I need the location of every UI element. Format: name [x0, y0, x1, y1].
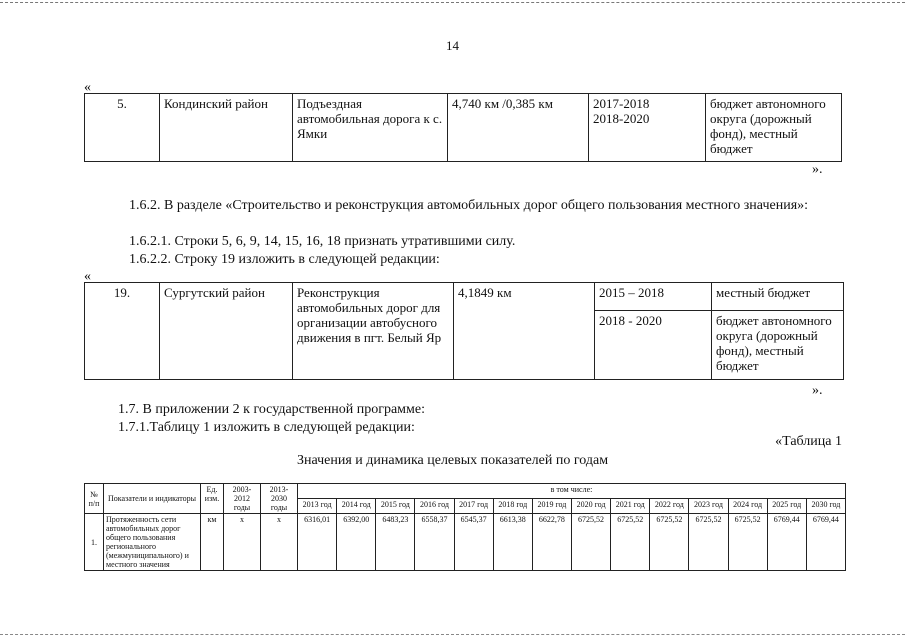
years-cell	[589, 94, 706, 162]
years-cell: 2015 – 2018	[595, 283, 712, 311]
open-quote-b: «	[84, 269, 91, 284]
year-header: 2023 год	[689, 499, 728, 514]
district-cell: Сургутский район	[160, 283, 293, 380]
value-cell: 6769,44	[806, 514, 845, 571]
row-number: 19.	[85, 283, 160, 380]
period-1-cell: х	[224, 514, 261, 571]
header-period-2: 2013-2030 годы	[261, 484, 298, 514]
close-quote-a: ».	[812, 162, 823, 177]
scan-bottom-edge	[0, 634, 905, 635]
value-cell: 6316,01	[298, 514, 337, 571]
scan-top-edge	[0, 2, 905, 3]
value-cell: 6725,52	[571, 514, 610, 571]
length-cell: 4,740 км /0,385 км	[448, 94, 589, 162]
years-line: 2017-2018	[593, 96, 650, 111]
table-row	[85, 94, 842, 162]
value-cell: 6558,37	[415, 514, 454, 571]
header-unit: Ед. изм.	[201, 484, 224, 514]
paragraph-1-6-2-1: 1.6.2.1. Строки 5, 6, 9, 14, 15, 16, 18 признать утратившими силу.	[129, 234, 516, 249]
year-header: 2017 год	[454, 499, 493, 514]
value-cell: 6725,52	[611, 514, 650, 571]
years-line: 2018-2020	[593, 111, 650, 126]
year-header: 2022 год	[650, 499, 689, 514]
value-cell: 6725,52	[650, 514, 689, 571]
road-table-b	[84, 282, 844, 380]
open-quote-a: «	[84, 80, 91, 95]
paragraph-1-6-2: 1.6.2. В разделе «Строительство и реконструкция автомобильных дорог общего пользования местного значения»:	[129, 198, 809, 213]
row-number: 1.	[85, 514, 104, 571]
value-cell: 6545,37	[454, 514, 493, 571]
paragraph-1-6-2-2: 1.6.2.2. Строку 19 изложить в следующей редакции:	[129, 252, 440, 267]
district-cell: Кондинский район	[160, 94, 293, 162]
year-header: 2014 год	[337, 499, 376, 514]
indicator-name: Протяженность сети автомобильных дорог общего пользования регионального (межмуниципального) и местного значения	[104, 514, 201, 571]
table-row	[85, 283, 844, 311]
value-cell: 6622,78	[532, 514, 571, 571]
year-header: 2019 год	[532, 499, 571, 514]
year-header: 2013 год	[298, 499, 337, 514]
source-cell: бюджет автономного округа (дорожный фонд), местный бюджет	[706, 94, 842, 162]
value-cell: 6769,44	[767, 514, 806, 571]
header-name: Показатели и индикаторы	[104, 484, 201, 514]
year-header: 2030 год	[806, 499, 845, 514]
page-number: 14	[446, 38, 459, 53]
road-table-a	[84, 93, 842, 162]
paragraph-1-7: 1.7. В приложении 2 к государственной программе:	[118, 402, 425, 417]
close-quote-b: ».	[812, 383, 823, 398]
table-label: «Таблица 1	[775, 434, 842, 449]
unit-cell: км	[201, 514, 224, 571]
value-cell: 6483,23	[376, 514, 415, 571]
year-header: 2021 год	[611, 499, 650, 514]
table-row	[85, 514, 846, 571]
period-2-cell: х	[261, 514, 298, 571]
value-cell: 6725,52	[728, 514, 767, 571]
object-cell: Подъездная автомобильная дорога к с. Ямки	[293, 94, 448, 162]
value-cell: 6392,00	[337, 514, 376, 571]
header-period-1: 2003-2012 годы	[224, 484, 261, 514]
year-header: 2020 год	[571, 499, 610, 514]
length-cell: 4,1849 км	[454, 283, 595, 380]
year-header: 2016 год	[415, 499, 454, 514]
value-cell: 6613,38	[493, 514, 532, 571]
header-including: в том числе:	[298, 484, 846, 499]
row-number: 5.	[85, 94, 160, 162]
indicators-table	[84, 483, 846, 571]
header-num: № п/п	[85, 484, 104, 514]
year-header: 2025 год	[767, 499, 806, 514]
year-header: 2018 год	[493, 499, 532, 514]
source-cell: местный бюджет	[712, 283, 844, 311]
year-header: 2024 год	[728, 499, 767, 514]
year-header: 2015 год	[376, 499, 415, 514]
table-header-row	[85, 484, 846, 499]
table-title: Значения и динамика целевых показателей по годам	[296, 453, 609, 468]
value-cell: 6725,52	[689, 514, 728, 571]
paragraph-1-7-1: 1.7.1.Таблицу 1 изложить в следующей редакции:	[118, 420, 415, 435]
years-cell: 2018 - 2020	[595, 311, 712, 380]
source-cell: бюджет автономного округа (дорожный фонд), местный бюджет	[712, 311, 844, 380]
object-cell: Реконструкция автомобильных дорог для организации автобусного движения в пгт. Белый Яр	[293, 283, 454, 380]
